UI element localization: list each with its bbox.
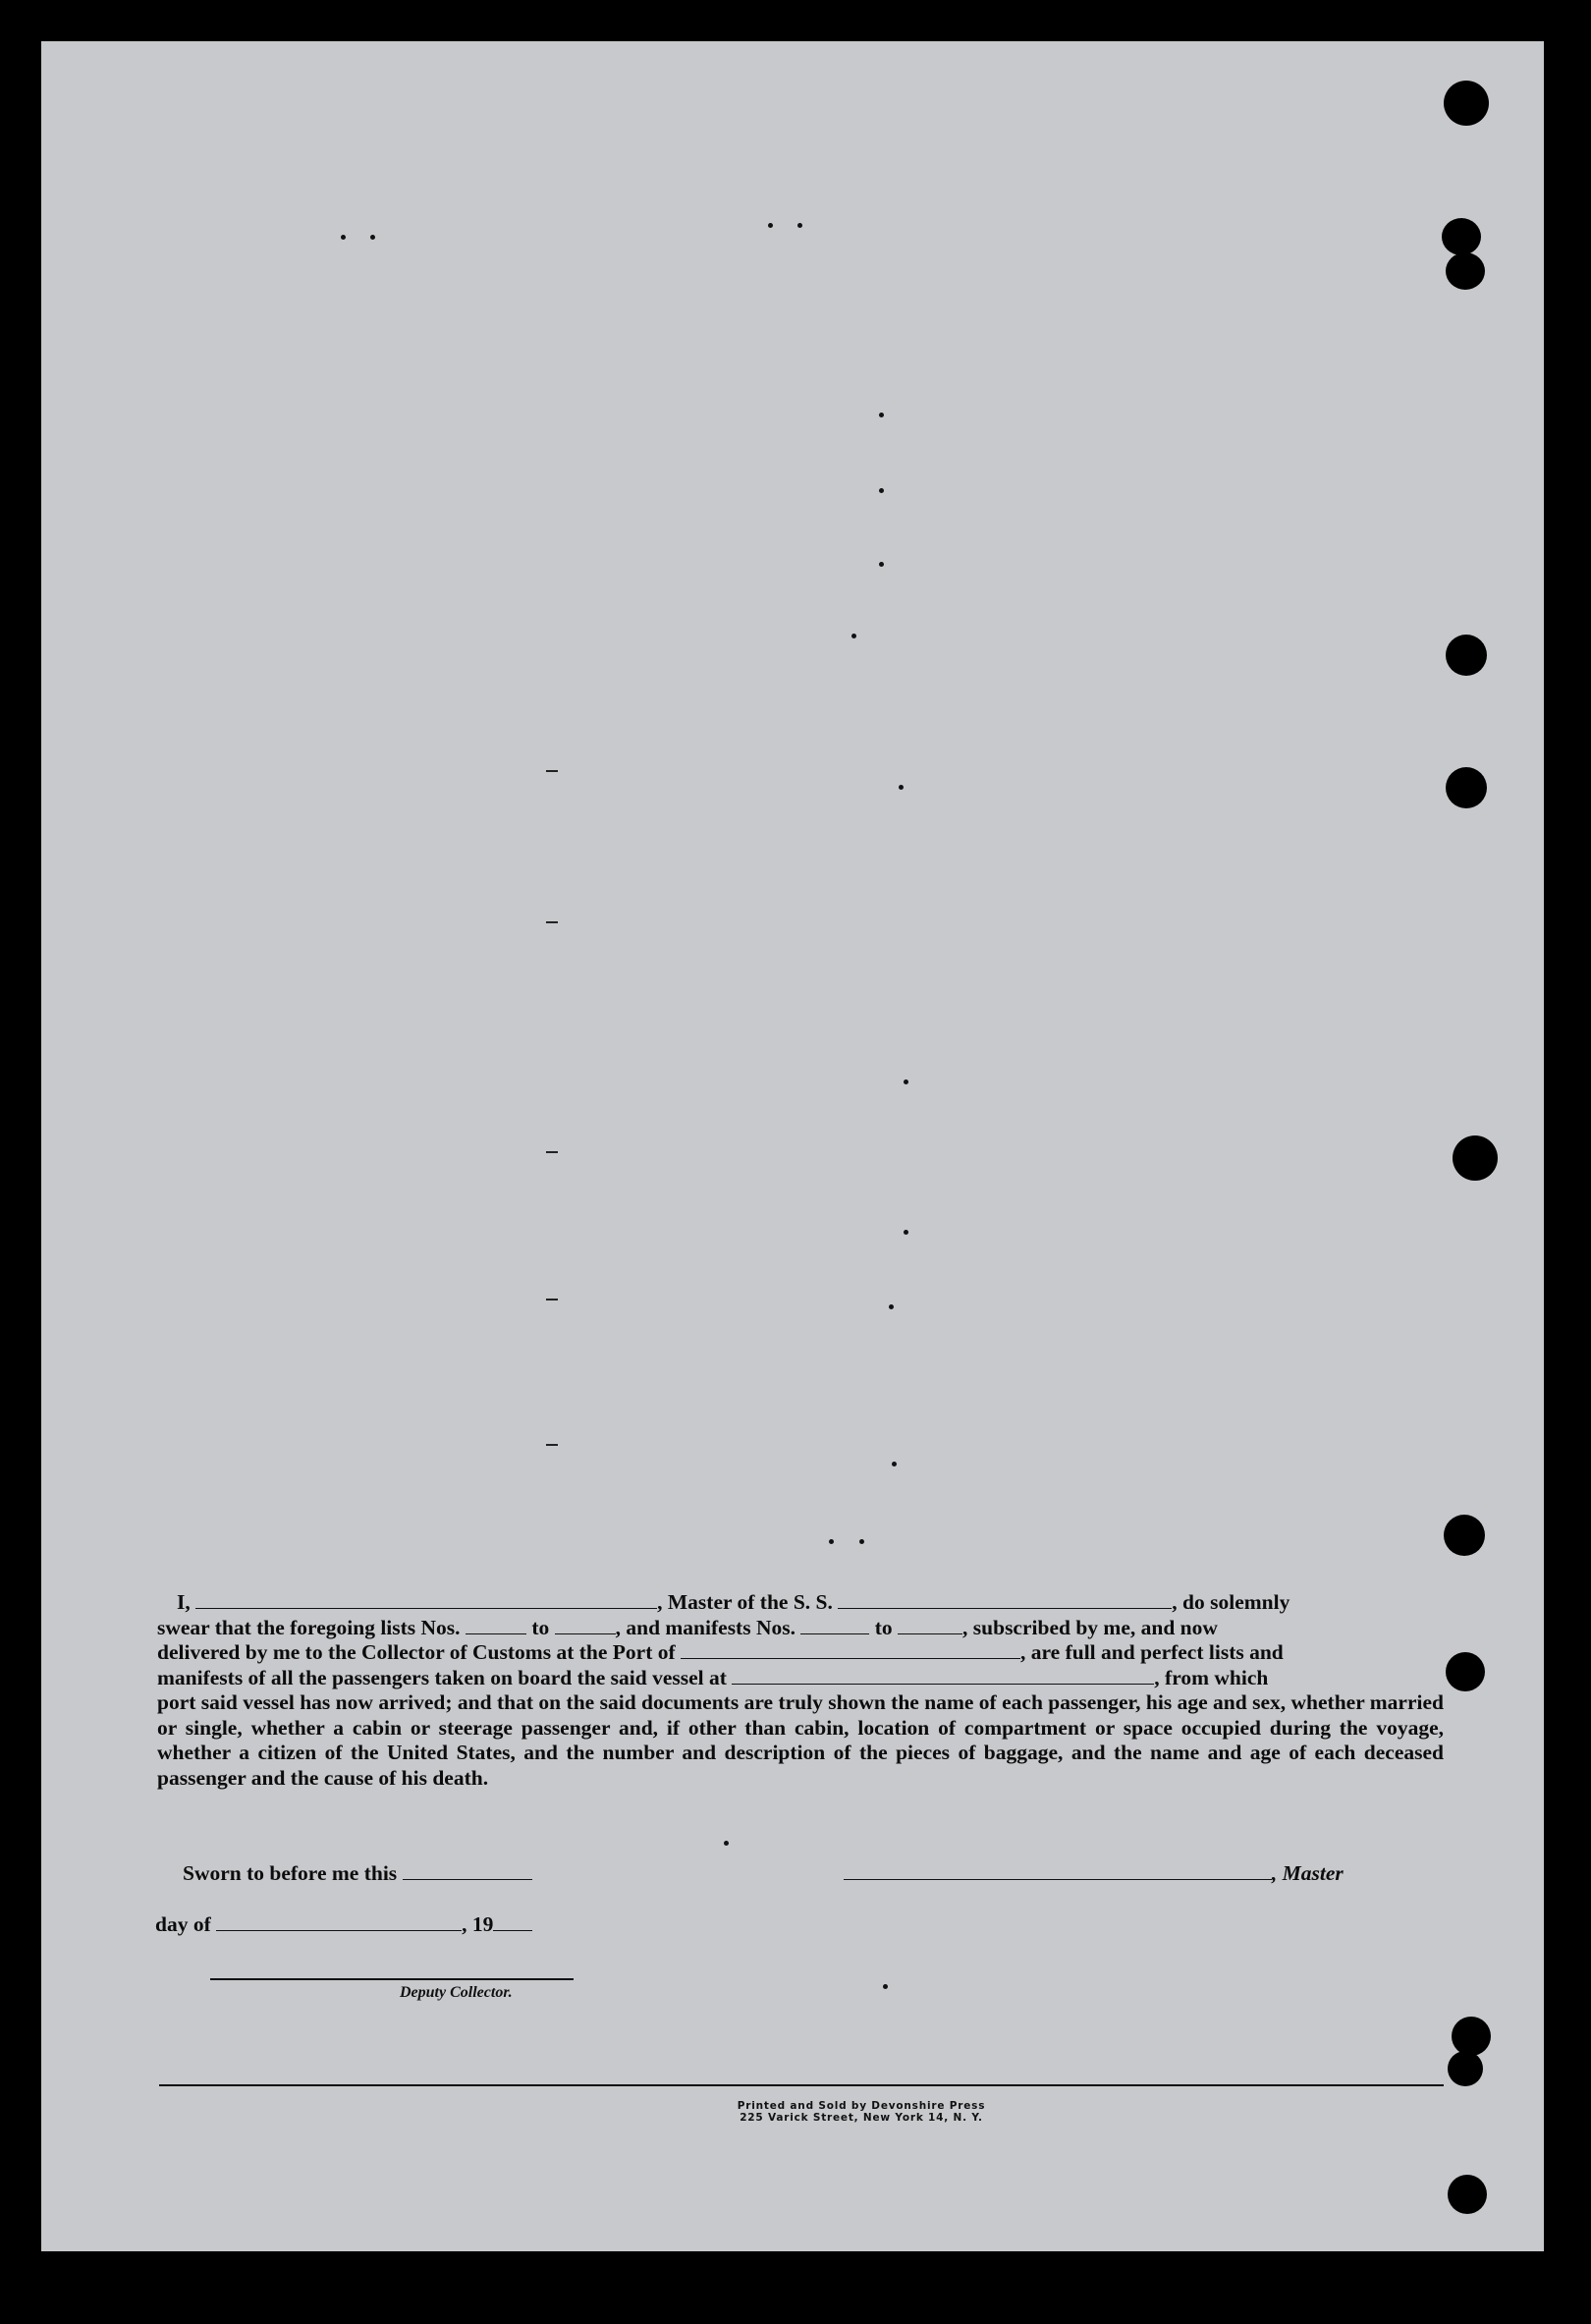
year-blank	[493, 1916, 532, 1931]
oath-subscribed: , subscribed by me, and now	[962, 1615, 1218, 1639]
scan-speck	[829, 1539, 834, 1544]
master-signature-blank	[844, 1865, 1272, 1880]
scan-speck	[879, 488, 884, 493]
scan-speck	[370, 235, 375, 240]
binder-hole	[1446, 252, 1485, 290]
binder-hole	[1452, 2017, 1491, 2056]
scan-speck	[889, 1304, 894, 1309]
scan-mark	[546, 1151, 558, 1153]
oath-are-full: , are full and perfect lists and	[1020, 1640, 1284, 1664]
binder-hole	[1442, 218, 1481, 255]
oath-from-which: , from which	[1154, 1665, 1269, 1689]
day-label: day of	[155, 1912, 211, 1936]
manifest-to-blank	[898, 1620, 962, 1634]
scan-speck	[859, 1539, 864, 1544]
scan-speck	[724, 1841, 729, 1846]
embark-port-blank	[732, 1670, 1154, 1685]
scan-speck	[883, 1984, 888, 1989]
oath-swear-lists: swear that the foregoing lists Nos.	[157, 1615, 461, 1639]
master-name-blank	[195, 1594, 657, 1609]
footer-rule	[159, 2084, 1444, 2086]
binder-hole	[1446, 635, 1487, 676]
imprint-line-1: Printed and Sold by Devonshire Press	[737, 2100, 986, 2112]
ship-name-blank	[838, 1594, 1172, 1609]
oath-manifests-all: manifests of all the passengers taken on board the said vessel at	[157, 1665, 727, 1689]
port-blank	[681, 1644, 1020, 1659]
scan-speck	[904, 1079, 908, 1084]
binder-hole	[1444, 1515, 1485, 1556]
oath-to-1: to	[531, 1615, 550, 1639]
binder-hole	[1448, 2175, 1487, 2214]
manifest-from-blank	[800, 1620, 869, 1634]
oath-to-2: to	[874, 1615, 893, 1639]
list-to-blank	[555, 1620, 616, 1634]
oath-delivered: delivered by me to the Collector of Customs at the Port of	[157, 1640, 676, 1664]
oath-master-of-ss: , Master of the S. S.	[657, 1590, 833, 1614]
year-prefix: , 19	[462, 1912, 494, 1936]
oath-i: I,	[177, 1590, 191, 1614]
imprint-line-2: 225 Varick Street, New York 14, N. Y.	[740, 2112, 983, 2124]
oath-and-manifests: , and manifests Nos.	[615, 1615, 796, 1639]
scan-speck	[899, 785, 904, 790]
deputy-collector-label: Deputy Collector.	[400, 1984, 513, 2001]
list-from-blank	[466, 1620, 526, 1634]
binder-hole	[1446, 1652, 1485, 1691]
scan-mark	[546, 770, 558, 772]
scan-mark	[546, 1444, 558, 1446]
oath-paragraph	[157, 1590, 1444, 1791]
scan-speck	[892, 1462, 897, 1466]
scan-speck	[797, 223, 802, 228]
scan-speck	[879, 562, 884, 567]
scan-speck	[904, 1230, 908, 1235]
sworn-master-suffix: , Master	[1271, 1861, 1344, 1885]
scan-speck	[341, 235, 346, 240]
sworn-label: Sworn to before me this	[183, 1861, 398, 1885]
sworn-line	[183, 1861, 1446, 1886]
binder-hole	[1446, 767, 1487, 808]
scan-speck	[851, 634, 856, 638]
scan-mark	[546, 921, 558, 923]
scan-speck	[879, 413, 884, 417]
binder-hole	[1444, 81, 1489, 126]
scan-mark	[546, 1299, 558, 1300]
day-month-blank	[216, 1916, 462, 1931]
oath-do-solemnly: , do solemnly	[1172, 1590, 1290, 1614]
sworn-date-blank	[403, 1865, 532, 1880]
day-line	[155, 1912, 532, 1937]
form-page	[41, 41, 1544, 2251]
printer-imprint	[650, 2100, 1072, 2124]
deputy-signature-line	[210, 1978, 574, 1980]
scan-speck	[768, 223, 773, 228]
binder-hole	[1453, 1135, 1498, 1181]
binder-hole	[1448, 2051, 1483, 2086]
oath-body: port said vessel has now arrived; and that on the said documents are truly shown the name of each passenger, his age and sex, whether married or single, whether a cabin or steerage passenger and, if other than cabin, location of compartment or space occupied during the voyage, whether a citizen of the United States, and the number and description of the pieces of baggage, and the name and age of each deceased passenger and the cause of his death.	[157, 1690, 1444, 1790]
